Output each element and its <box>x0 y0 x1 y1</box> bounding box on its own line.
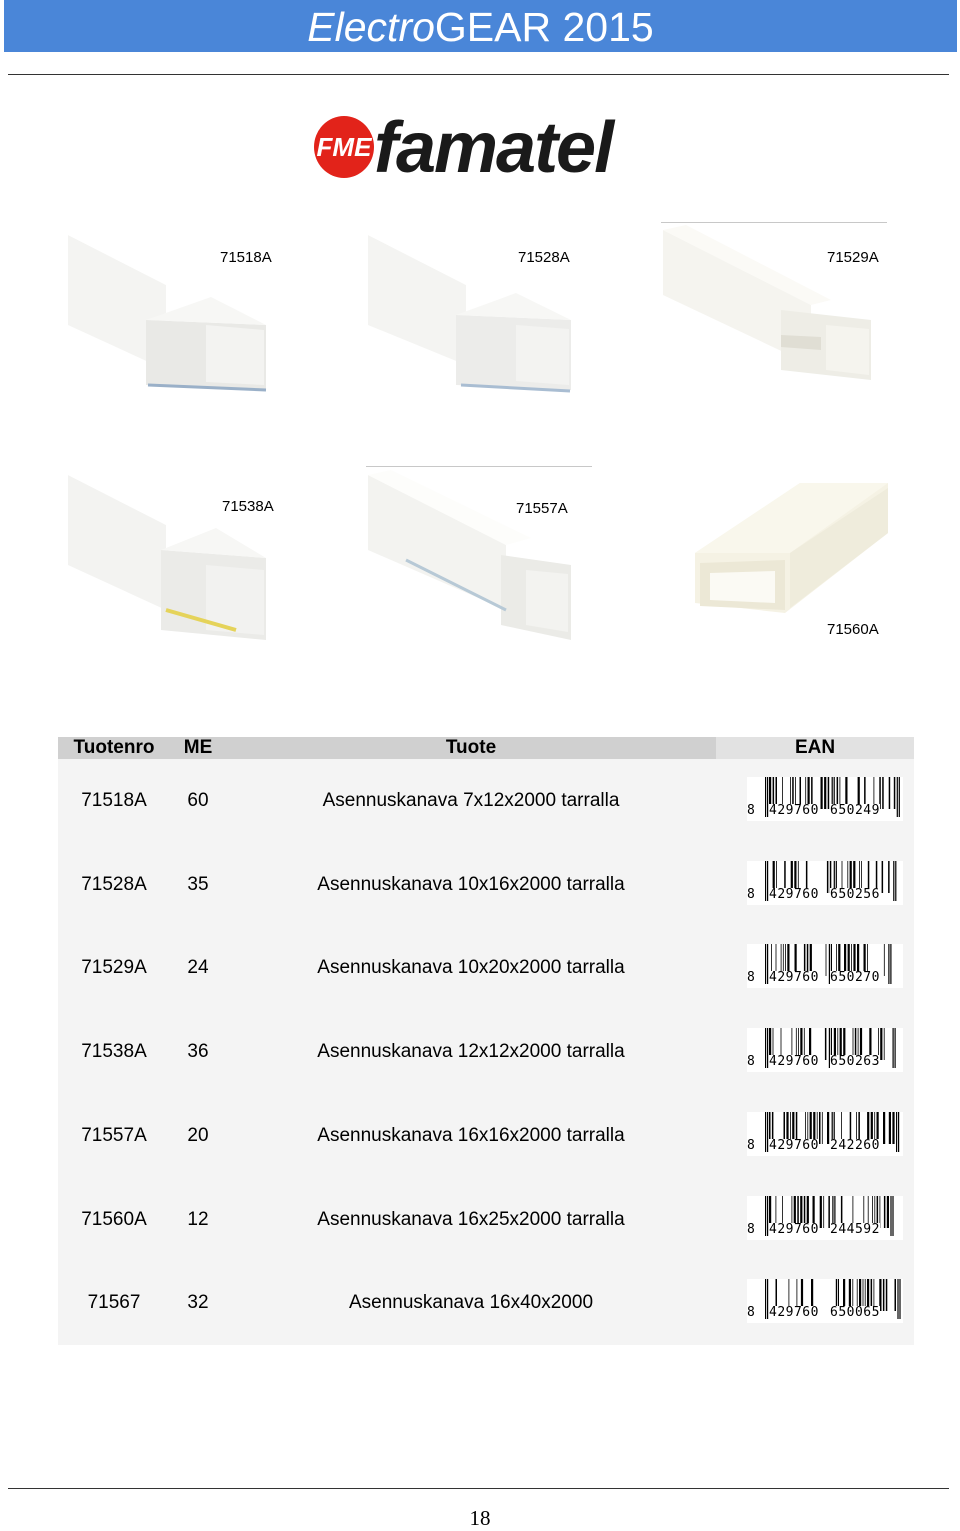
product-description: Asennuskanava 7x12x2000 tarralla <box>322 790 620 811</box>
fme-badge-icon <box>312 112 376 182</box>
header-rule <box>8 74 949 75</box>
ean-left-group: 429760 <box>769 1137 819 1153</box>
ean-first-digit: 8 <box>747 1305 756 1321</box>
product-description: Asennuskanava 16x40x2000 <box>348 1292 594 1314</box>
product-description: Asennuskanava 10x20x2000 tarralla <box>317 957 625 979</box>
ean-right-group: 650249 <box>830 803 880 818</box>
product-code: 71557A <box>81 1124 147 1146</box>
product-code: 71560A <box>81 1208 147 1230</box>
product-code: 71529A <box>81 957 147 979</box>
product-image-71560A <box>690 478 890 628</box>
ean-left-group: 429760 <box>769 1221 819 1237</box>
ean-left-group: 429760 <box>769 970 819 986</box>
ean-barcode <box>747 1112 903 1156</box>
ean-first-digit: 8 <box>747 803 756 818</box>
ean-right-group: 242260 <box>830 1137 880 1153</box>
header-code: Tuotenro <box>73 737 155 758</box>
ean-barcode <box>747 1196 903 1240</box>
ean-left-group: 429760 <box>769 803 819 818</box>
ean-first-digit: 8 <box>747 970 756 986</box>
svg-text:FME: FME <box>316 132 372 162</box>
product-table <box>58 737 914 1345</box>
product-description: Asennuskanava 16x25x2000 tarralla <box>317 1208 625 1230</box>
ean-right-group: 650263 <box>830 1054 880 1070</box>
package-quantity: 36 <box>187 1041 209 1063</box>
famatel-logo <box>312 108 652 193</box>
product-label-71538A: 71538A <box>222 498 274 515</box>
page-number: 18 <box>469 1506 491 1530</box>
product-code: 71518A <box>81 790 147 811</box>
header-product: Tuote <box>445 737 497 758</box>
ean-right-group: 244592 <box>830 1221 880 1237</box>
header-title-italic: Electro <box>307 4 435 50</box>
ean-first-digit: 8 <box>747 1221 756 1237</box>
ean-left-group: 429760 <box>769 1305 819 1321</box>
product-code: 71567 <box>87 1292 141 1314</box>
ean-right-group: 650256 <box>830 886 880 902</box>
product-image-71538A <box>66 470 276 645</box>
package-quantity: 20 <box>187 1124 209 1146</box>
ean-barcode <box>747 1028 903 1072</box>
package-quantity: 24 <box>187 957 209 979</box>
ean-barcode <box>747 1279 903 1323</box>
ean-barcode <box>747 777 903 821</box>
product-description: Asennuskanava 16x16x2000 tarralla <box>317 1124 625 1146</box>
ean-right-group: 650065 <box>830 1305 880 1321</box>
table-header-row <box>58 737 914 759</box>
ean-first-digit: 8 <box>747 1054 756 1070</box>
header-me: ME <box>183 737 213 758</box>
package-quantity: 32 <box>187 1292 209 1314</box>
header-ean: EAN <box>716 737 914 759</box>
product-label-71557A: 71557A <box>516 500 568 517</box>
ean-barcode <box>747 861 903 905</box>
document-header <box>4 0 957 52</box>
footer-rule <box>8 1488 949 1489</box>
image-divider <box>661 222 887 223</box>
famatel-wordmark: famatel <box>374 108 613 188</box>
product-code: 71538A <box>81 1041 147 1063</box>
product-description: Asennuskanava 12x12x2000 tarralla <box>317 1041 625 1063</box>
product-code: 71528A <box>81 873 147 895</box>
product-image-71557A <box>366 470 576 645</box>
package-quantity: 35 <box>187 873 209 895</box>
ean-first-digit: 8 <box>747 1137 756 1153</box>
ean-first-digit: 8 <box>747 886 756 902</box>
image-divider <box>366 466 592 467</box>
package-quantity: 12 <box>187 1208 209 1230</box>
product-label-71518A: 71518A <box>220 249 272 266</box>
package-quantity: 60 <box>187 790 209 811</box>
product-description: Asennuskanava 10x16x2000 tarralla <box>317 873 625 895</box>
ean-left-group: 429760 <box>769 886 819 902</box>
product-label-71529A: 71529A <box>827 249 879 266</box>
table-row <box>58 1292 914 1376</box>
ean-right-group: 650270 <box>830 970 880 986</box>
product-label-71560A: 71560A <box>827 621 879 638</box>
header-title-rest: GEAR 2015 <box>434 4 654 50</box>
ean-barcode <box>747 944 903 988</box>
product-label-71528A: 71528A <box>518 249 570 266</box>
ean-left-group: 429760 <box>769 1054 819 1070</box>
